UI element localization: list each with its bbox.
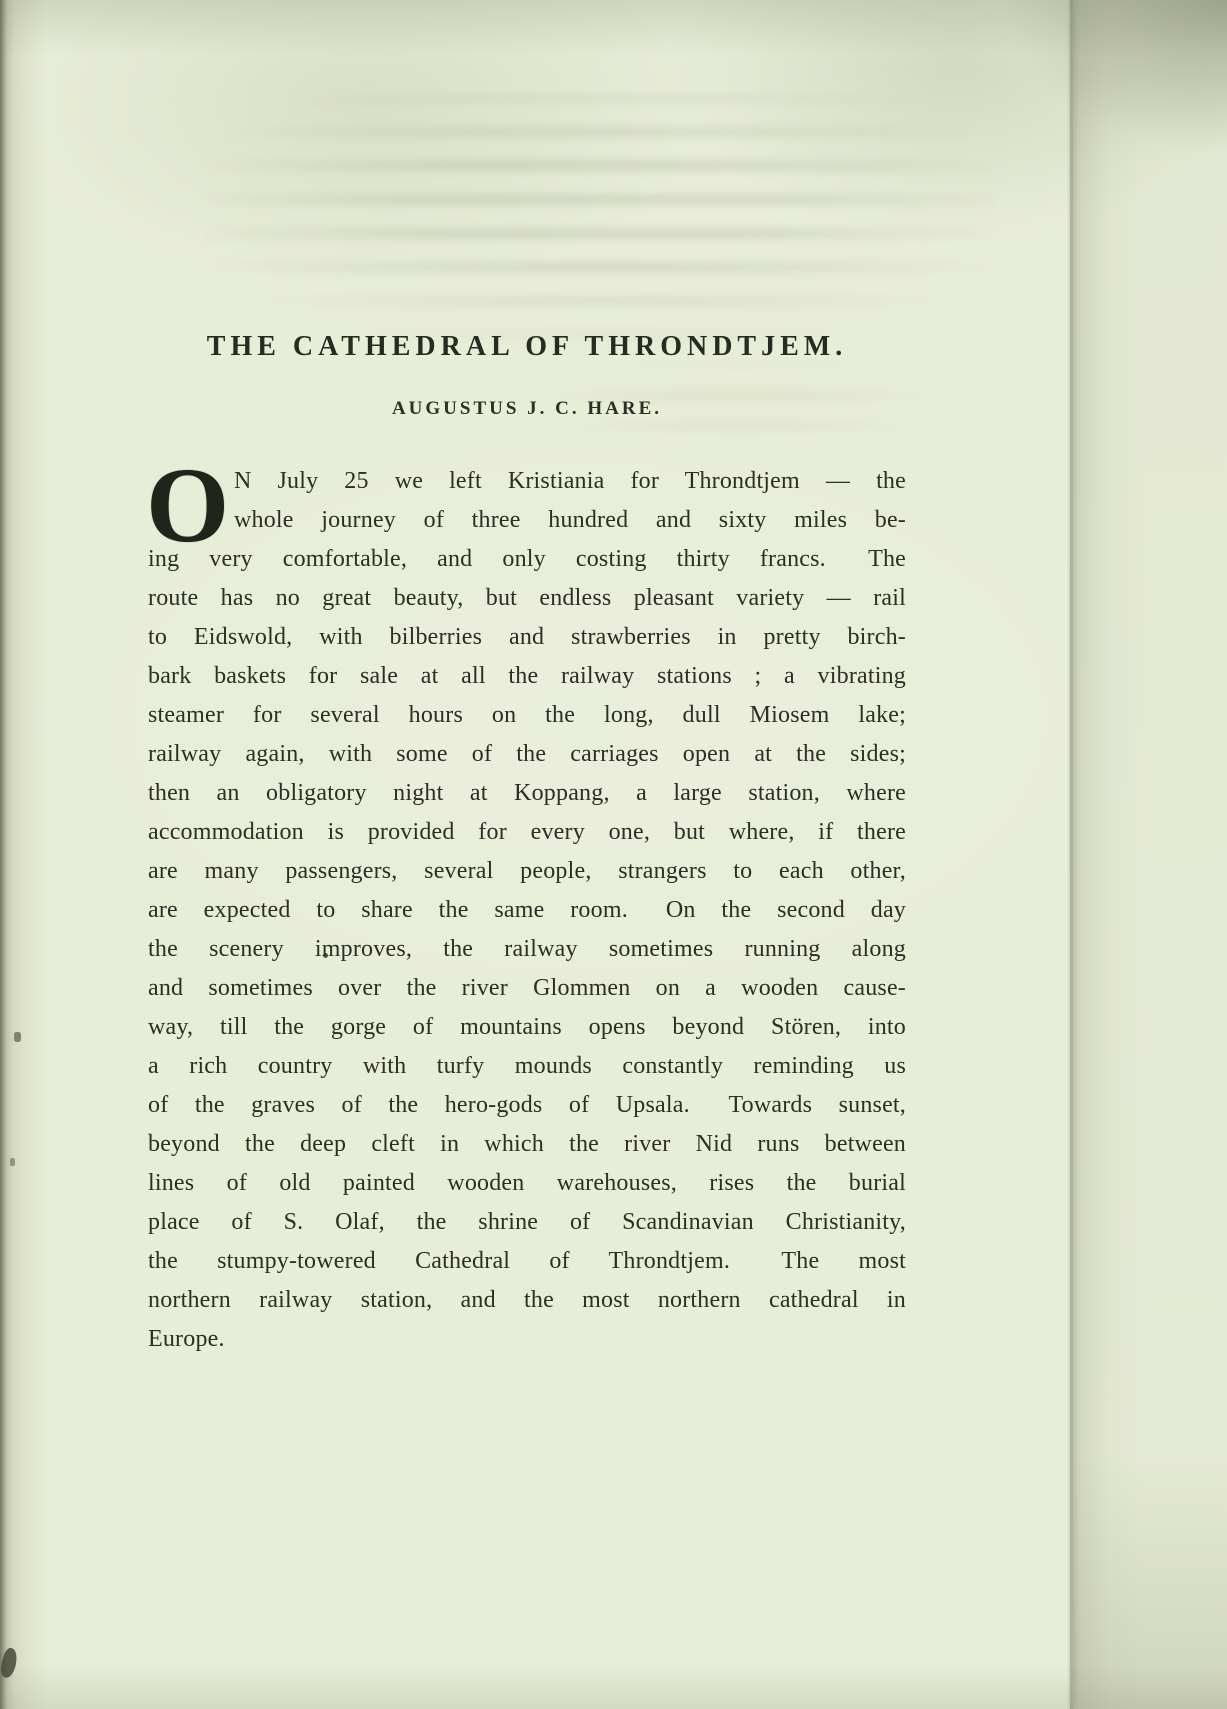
- text-line: then an obligatory night at Koppang, a large station, where: [148, 780, 906, 806]
- bleed-through-text: [205, 92, 995, 347]
- text-line: way, till the gorge of mountains opens beyond Stören, into: [148, 1014, 906, 1040]
- text-line: Europe.: [148, 1326, 225, 1352]
- page-edge-mark: [10, 1158, 15, 1166]
- text-line: N July 25 we left Kristiania for Throndtjem — the: [234, 468, 906, 494]
- text-line: accommodation is provided for every one, but where, if there: [148, 819, 906, 845]
- drop-cap-initial: O: [146, 447, 230, 565]
- text-line: are many passengers, several people, strangers to each other,: [148, 858, 906, 884]
- binding-gutter-shadow: [0, 0, 46, 1709]
- text-line: a rich country with turfy mounds constantly reminding us: [148, 1053, 906, 1079]
- text-column: [148, 330, 906, 1359]
- page-edge-line: [1070, 0, 1073, 1709]
- text-line: the stumpy-towered Cathedral of Throndtjem. The most: [148, 1248, 906, 1274]
- text-line: and sometimes over the river Glommen on a wooden cause-: [148, 975, 906, 1001]
- text-line: of the graves of the hero-gods of Upsala. Towards sunset,: [148, 1092, 906, 1118]
- text-line: ing very comfortable, and only costing thirty francs. The: [148, 546, 906, 572]
- text-line: the scenery improves, the railway sometimes running along: [148, 936, 906, 962]
- text-line: railway again, with some of the carriages open at the sides;: [148, 741, 906, 767]
- text-line: are expected to share the same room. On the second day: [148, 897, 906, 923]
- text-line: beyond the deep cleft in which the river Nid runs between: [148, 1131, 906, 1157]
- text-line: bark baskets for sale at all the railway stations ; a vibrating: [148, 663, 906, 689]
- body-text: [146, 447, 906, 1359]
- text-line: northern railway station, and the most northern cathedral in: [148, 1287, 906, 1313]
- author-name: AUGUSTUS J. C. HARE.: [391, 398, 663, 419]
- text-line: route has no great beauty, but endless pleasant variety — rail: [148, 585, 906, 611]
- adjacent-page-edge: [1073, 0, 1227, 1709]
- text-line: to Eidswold, with bilberries and strawberries in pretty birch-: [148, 624, 906, 650]
- text-line: lines of old painted wooden warehouses, rises the burial: [148, 1170, 906, 1196]
- corner-shadow: [1007, 0, 1227, 150]
- page-edge-mark: [14, 1032, 21, 1042]
- text-line: whole journey of three hundred and sixty miles be-: [234, 507, 906, 533]
- text-line: place of S. Olaf, the shrine of Scandinavian Christianity,: [148, 1209, 906, 1235]
- text-line: steamer for several hours on the long, dull Miosem lake;: [148, 702, 906, 728]
- page-title: THE CATHEDRAL OF THRONDTJEM.: [206, 331, 848, 362]
